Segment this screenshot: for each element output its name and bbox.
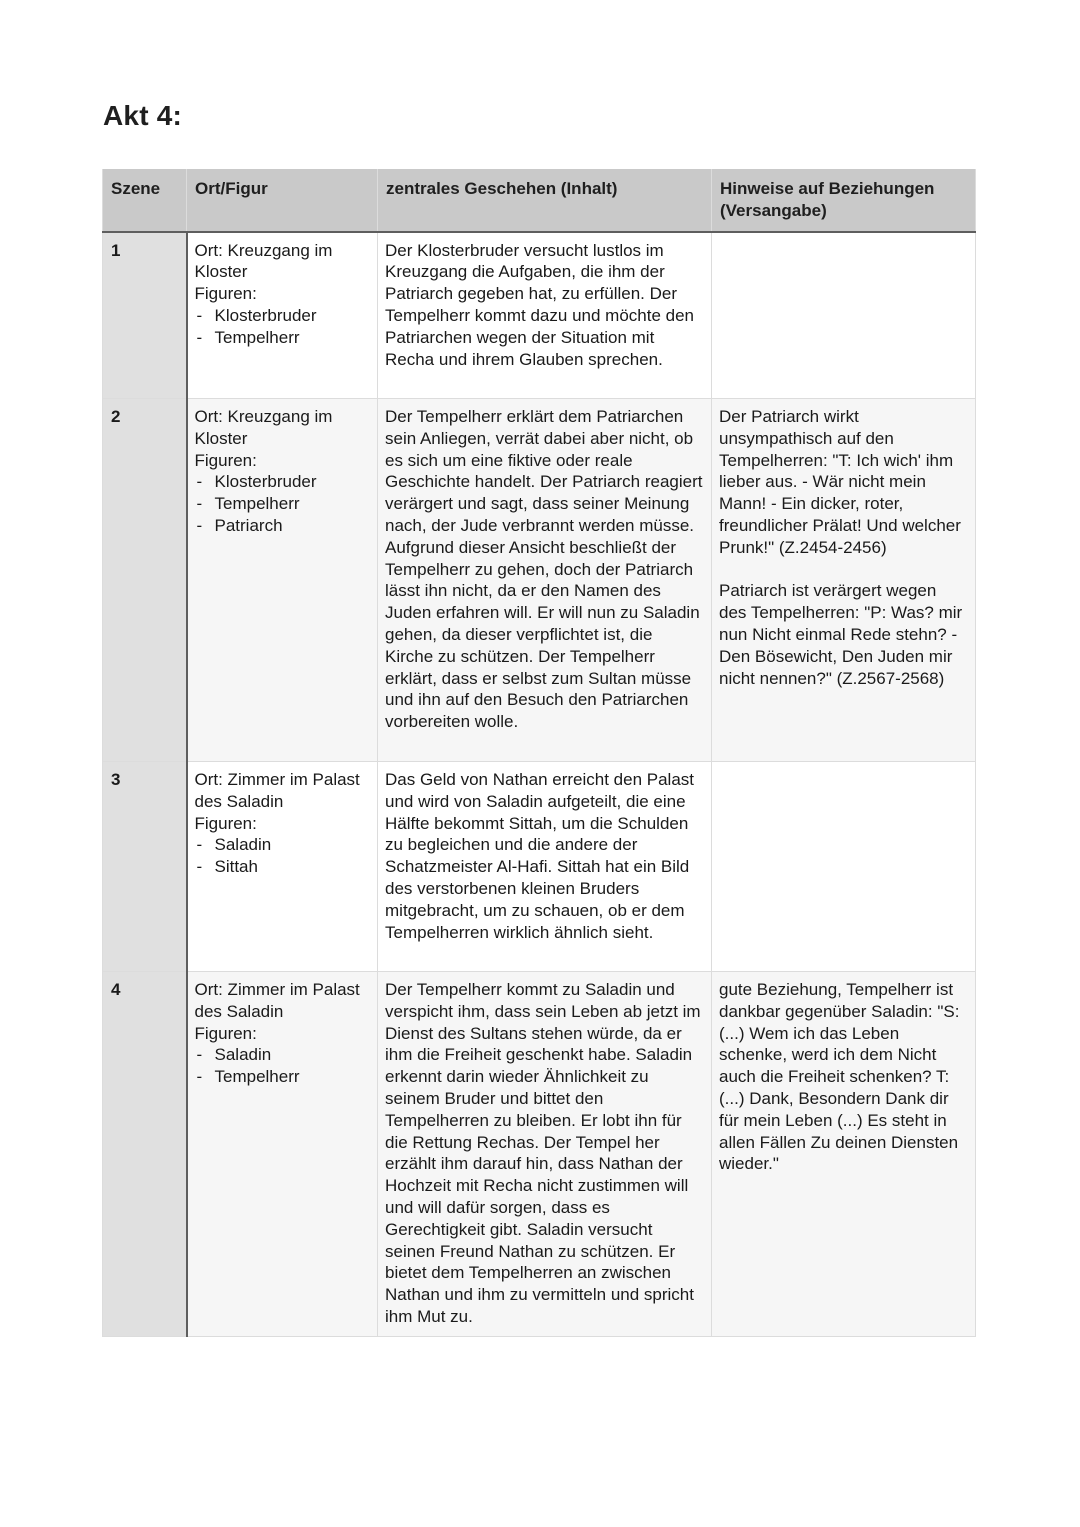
hinweise-cell [712, 762, 976, 972]
table-row [103, 399, 976, 762]
list-item: - Tempelherr [196, 494, 300, 514]
scene-number: 3 [103, 762, 187, 972]
table-row [103, 232, 976, 399]
figuren-label: Figuren: [194, 813, 257, 833]
hinweise-cell [712, 232, 976, 399]
geschehen-cell: Das Geld von Nathan erreicht den Palast und wird von Saladin aufgeteilt, die eine Hälfte bekommt Sittah, um die Schulden zu begleichen und die andere der Schatzmeister Al-Hafi. Sittah hat ein Bild des verstorbenen kleinen Bruders mitgebracht, um zu schauen, ob er dem Tempelherren wirklich ähnlich sieht. [378, 762, 712, 972]
ort-text: Ort: Zimmer im Palast des Saladin [194, 770, 360, 811]
hinweise-cell [712, 399, 976, 762]
hinweis-text: Patriarch ist verärgert wegen des Tempelherren: "P: Was? mir nun Nicht einmal Rede stehn? - Den Bösewicht, Den Juden mir nicht nennen?" (Z.2567-2568) [719, 581, 963, 688]
scene-table [102, 169, 976, 1337]
page-title: Akt 4: [103, 100, 182, 131]
figuren-list [195, 1044, 371, 1088]
geschehen-cell: Der Tempelherr kommt zu Saladin und verspicht ihm, dass sein Leben ab jetzt im Dienst des Sultans stehen würde, da er ihm die Freiheit geschenkt habe. Saladin erkennt darin wieder Ähnlichkeit zu seinem Bruder und bittet den Tempelherren zu bleiben. Er lobt ihn für die Rettung Rechas. Der Tempel her erzählt ihm darauf hin, dass Nathan der Hochzeit mit Recha nicht zustimmen will und will dafür sorgen, dass es Gerechtigkeit gibt. Saladin versucht seinen Freund Nathan zu schützen. Er bietet dem Tempelherren an zwischen Nathan und ihm zu vermitteln und spricht ihm Mut zu. [378, 972, 712, 1337]
list-item: - Tempelherr [196, 327, 300, 347]
scene-number: 2 [103, 399, 187, 762]
ort-text: Ort: Kreuzgang im Kloster [194, 240, 333, 282]
figuren-list [195, 305, 371, 349]
list-item: - Saladin [196, 835, 272, 855]
list-item: - Patriarch [196, 516, 283, 536]
ort-figur-cell [187, 762, 378, 972]
figuren-label: Figuren: [194, 1023, 257, 1043]
list-item: - Klosterbruder [196, 305, 317, 325]
table-header-row [103, 169, 976, 232]
scene-number: 4 [103, 972, 187, 1337]
table-row [103, 972, 976, 1337]
geschehen-cell: Der Tempelherr erklärt dem Patriarchen sein Anliegen, verrät dabei aber nicht, ob es sich um eine fiktive oder reale Geschichte handelt. Der Patriarch reagiert verärgert und sagt, dass seiner Meinung nach, der Jude verbrannt werden müsse. Aufgrund dieser Ansicht beschließt der Tempelherr zu gehen, doch der Patriarch lässt ihn nicht, da er den Namen des Juden erfahren will. Er will nun zu Saladin gehen, da dieser verpflichtet ist, die Kirche zu schützen. Der Tempelherr erklärt, dass er selbst zum Sultan müsse und ihn auf den Besuch den Patriarchen vorbereiten wolle. [378, 399, 712, 762]
figuren-list [195, 471, 371, 536]
header-geschehen: zentrales Geschehen (Inhalt) [378, 169, 712, 232]
list-item: - Klosterbruder [196, 472, 317, 492]
hinweis-text: gute Beziehung, Tempelherr ist dankbar gegenüber Saladin: "S: (...) Wem ich das Leben schenke, werd ich dem Nicht auch die Freiheit schenken? T: (...) Dank, Besondern Dank dir für mein Leben (...) Es steht in allen Fällen Zu deinen Diensten wieder." [719, 980, 960, 1174]
ort-figur-cell [187, 232, 378, 399]
hinweis-text: Der Patriarch wirkt unsympathisch auf den Tempelherren: "T: Ich wich' ihm lieber aus. - Wär nicht mein Mann! - Ein dicker, roter, freundlicher Prälat! Und welcher Prunk!" (Z.2454-2456) [719, 407, 961, 557]
ort-text: Ort: Zimmer im Palast des Saladin [194, 980, 360, 1021]
list-item: - Sittah [196, 857, 258, 877]
list-item: - Tempelherr [196, 1067, 300, 1087]
list-item: - Saladin [196, 1045, 272, 1065]
figuren-list [195, 834, 371, 878]
ort-figur-cell [187, 399, 378, 762]
ort-figur-cell [187, 972, 378, 1337]
figuren-label: Figuren: [194, 450, 257, 470]
figuren-label: Figuren: [194, 284, 257, 304]
header-hinweise: Hinweise auf Beziehungen (Versangabe) [712, 169, 976, 232]
ort-text: Ort: Kreuzgang im Kloster [194, 407, 333, 448]
hinweise-cell [712, 972, 976, 1337]
geschehen-cell: Der Klosterbruder versucht lustlos im Kreuzgang die Aufgaben, die ihm der Patriarch gegeben hat, zu erfüllen. Der Tempelherr kommt dazu und möchte den Patriarchen wegen der Situation mit Recha und ihrem Glauben sprechen. [378, 232, 712, 399]
table-row [103, 762, 976, 972]
header-szene: Szene [103, 169, 187, 232]
header-ort-figur: Ort/Figur [187, 169, 378, 232]
scene-number: 1 [103, 232, 187, 399]
